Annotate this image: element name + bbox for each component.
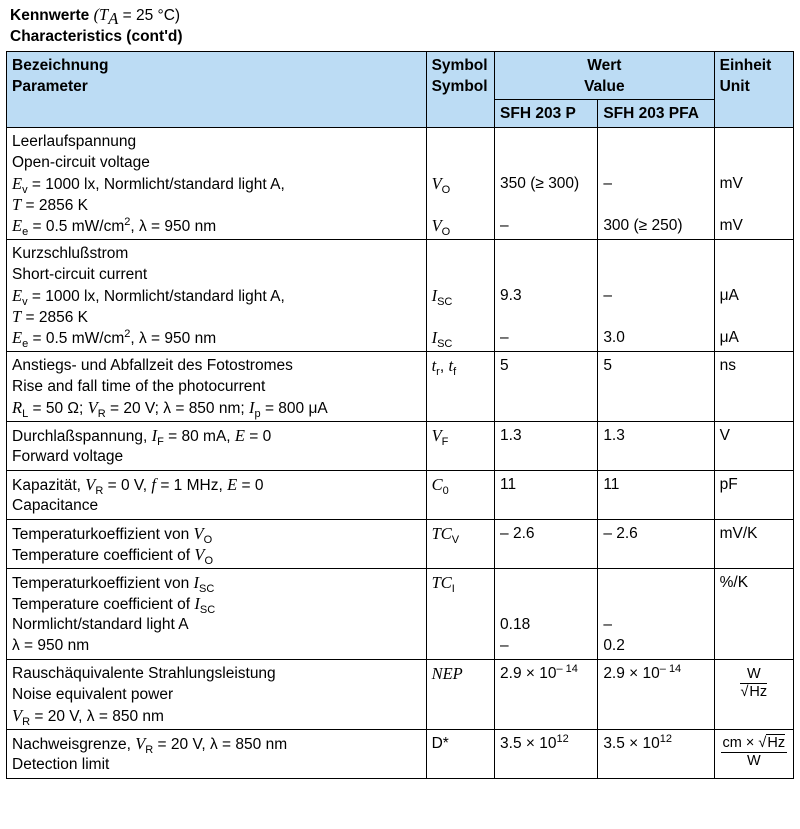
value-cell-p: 1.3 xyxy=(495,422,598,471)
col-unit-header: Einheit Unit xyxy=(714,52,793,128)
param-cell: Temperaturkoeffizient von $V_O$ Temperature coefficient of $V_O$ xyxy=(7,520,427,569)
unit-cell: mV mV xyxy=(714,128,793,240)
symbol-cell: $t_r$, $t_f$ xyxy=(426,352,494,422)
table-row-temp-coeff-voltage xyxy=(7,520,794,569)
characteristics-table xyxy=(6,51,794,779)
value-cell-p: 11 xyxy=(495,471,598,520)
table-header-row xyxy=(7,52,794,100)
symbol-cell: $V_O$ $V_O$ xyxy=(426,128,494,240)
col-symbol-header: Symbol Symbol xyxy=(426,52,494,128)
table-row-detection-limit xyxy=(7,730,794,779)
symbol-cell: $TC_I$ xyxy=(426,569,494,660)
param-cell: Rauschäquivalente Strahlungsleistung Noise equivalent power $V_R = 20$ V, λ = 850 nm xyxy=(7,660,427,730)
unit-fraction: $\frac{W}{√Hz}$ xyxy=(740,666,768,700)
param-cell: Anstiegs- und Abfallzeit des Fotostromes Rise and fall time of the photocurrent $R_L = 50$ Ω; $V_R = 20$ V; λ = 850 nm; $I_p = 800$ μA xyxy=(7,352,427,422)
param-cell: Durchlaßspannung, $I_F = 80$ mA, E = 0 Forward voltage xyxy=(7,422,427,471)
value-cell-p: – 2.6 xyxy=(495,520,598,569)
unit-fraction: $\frac{cm \times √Hz}{W}$ xyxy=(722,735,786,769)
symbol-cell: $I_{SC}$ $I_{SC}$ xyxy=(426,240,494,352)
value-cell-pfa: $2.9 \times 10^{- 14}$ xyxy=(598,660,714,730)
value-cell-pfa: – 300 (≥ 250) xyxy=(598,128,714,240)
symbol-cell: NEP xyxy=(426,660,494,730)
param-cell: Leerlaufspannung Open-circuit voltage $E_v = 1000$ lx, Normlicht/standard light A, T = 2856 K $E_e = 0.5$ $mW/cm^2$, λ = 950 nm xyxy=(7,128,427,240)
value-cell-pfa: – 2.6 xyxy=(598,520,714,569)
table-row-open-circuit-voltage xyxy=(7,128,794,240)
sqrt-icon: √ xyxy=(758,735,767,751)
param-cell: Kurzschlußstrom Short-circuit current $E_v = 1000$ lx, Normlicht/standard light A, T = 2856 K $E_e = 0.5$ $mW/cm^2$, λ = 950 nm xyxy=(7,240,427,352)
value-cell-p: 0.18 – xyxy=(495,569,598,660)
param-cell: Temperaturkoeffizient von $I_{SC}$ Temperature coefficient of $I_{SC}$ Normlicht/standard light A λ = 950 nm xyxy=(7,569,427,660)
unit-cell: pF xyxy=(714,471,793,520)
unit-cell: ns xyxy=(714,352,793,422)
col-sfh203p-header: SFH 203 P xyxy=(495,100,598,128)
table-row-capacitance xyxy=(7,471,794,520)
value-cell-pfa: $3.5 \times 10^{12}$ xyxy=(598,730,714,779)
value-cell-pfa: 5 xyxy=(598,352,714,422)
unit-cell: V xyxy=(714,422,793,471)
param-cell: Kapazität, $V_R = 0$ V, f = 1 MHz, E = 0 Capacitance xyxy=(7,471,427,520)
col-sfh203pfa-header: SFH 203 PFA xyxy=(598,100,714,128)
symbol-cell: $V_F$ xyxy=(426,422,494,471)
symbol-cell: D* xyxy=(426,730,494,779)
value-cell-pfa: 11 xyxy=(598,471,714,520)
table-row-rise-fall-time xyxy=(7,352,794,422)
param-cell: Nachweisgrenze, $V_R = 20$ V, λ = 850 nm Detection limit xyxy=(7,730,427,779)
sqrt-icon: √ xyxy=(740,684,749,700)
table-row-forward-voltage xyxy=(7,422,794,471)
col-parameter-header: Bezeichnung Parameter xyxy=(7,52,427,128)
value-cell-p: $3.5 \times 10^{12}$ xyxy=(495,730,598,779)
table-row-temp-coeff-current xyxy=(7,569,794,660)
header-title: Kennwerte ($T_A = 25$ °C) xyxy=(10,5,181,29)
page-header xyxy=(10,4,183,47)
value-cell-p: 5 xyxy=(495,352,598,422)
value-cell-pfa: – 3.0 xyxy=(598,240,714,352)
unit-cell xyxy=(714,730,793,779)
value-cell-p: 350 (≥ 300) – xyxy=(495,128,598,240)
symbol-cell: $C_0$ xyxy=(426,471,494,520)
unit-cell: μA μA xyxy=(714,240,793,352)
value-cell-p: $2.9 \times 10^{- 14}$ xyxy=(495,660,598,730)
table-row-noise-equivalent-power xyxy=(7,660,794,730)
table-row-short-circuit-current xyxy=(7,240,794,352)
value-cell-pfa: 1.3 xyxy=(598,422,714,471)
value-cell-p: 9.3 – xyxy=(495,240,598,352)
symbol-cell: $TC_V$ xyxy=(426,520,494,569)
unit-cell: mV/K xyxy=(714,520,793,569)
unit-cell xyxy=(714,660,793,730)
value-cell-pfa: – 0.2 xyxy=(598,569,714,660)
col-value-header: Wert Value xyxy=(495,52,715,100)
unit-cell: %/K xyxy=(714,569,793,660)
header-subtitle: Characteristics (cont'd) xyxy=(10,28,183,45)
